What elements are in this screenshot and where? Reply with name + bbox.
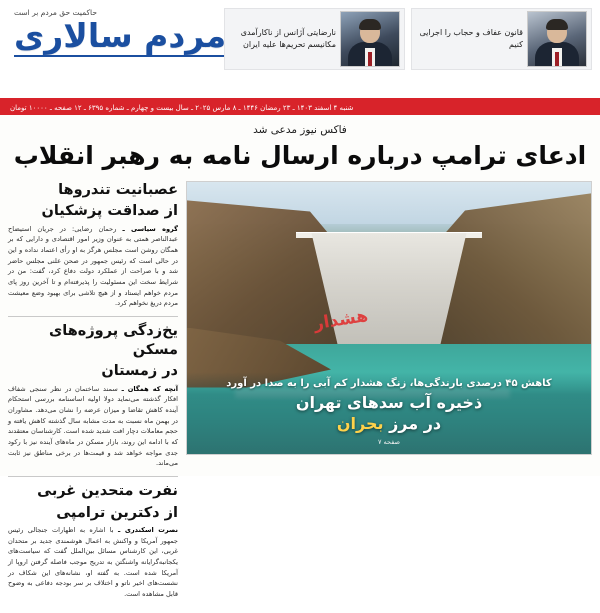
sidebar-article-2-head-line2: در زمستان: [101, 363, 178, 380]
masthead-rule: [14, 55, 224, 57]
photo-caption-title-line1: ذخیره آب سدهای تهران: [295, 392, 483, 412]
masthead: [0, 0, 600, 100]
sidebar-article-1-head-line2: از صداقت پزشکیان: [41, 203, 178, 220]
photo-caption-title-line2: [197, 414, 581, 435]
sidebar-article-3[interactable]: [8, 482, 178, 600]
photo-caption-title-line2-prefix: در مرز: [383, 413, 442, 433]
sidebar-article-1-lead-in: گروه سیاسی ـ: [122, 224, 178, 233]
sidebar-article-3-text: با اشاره به اظهارات جنجالی رئیس جمهور آمریکا و واکنش به اعمال هوشمندی جدید بر متحدان غربی، این کارشناس مسائل بین‌الملل گفت که سیاست‌های یکجانبه‌گرایانه واشنگتن به تدریج موجب فاصله گرفتن اروپا از آمریکا شده است. به گفته او، نشانه‌های این شکاف در نشست‌های اخیر ناتو و اختلاف بر سر بودجه دفاعی به وضوح قابل مشاهده است.: [8, 526, 178, 599]
top-story-right-photo: [340, 11, 400, 67]
masthead-logo[interactable]: [8, 6, 227, 98]
sidebar-article-3-body: [8, 525, 178, 600]
photo-red-annotation: هشدار: [312, 305, 370, 334]
photo-caption-title-accent: بحران: [336, 413, 384, 433]
masthead-title: مردم سالاری: [14, 16, 227, 55]
lead-kicker: فاکس نیوز مدعی شد: [253, 124, 347, 136]
lead-title[interactable]: ادعای ترامپ درباره ارسال نامه به رهبر انقلاب: [13, 141, 587, 170]
body-area: [0, 177, 600, 613]
masthead-slogan: حاکمیت حق مردم بر است: [14, 8, 97, 17]
top-story-left-text: قانون عفاف و حجاب را اجرایی کنیم: [419, 28, 523, 49]
photo-caption-band: [187, 372, 591, 454]
top-story-left[interactable]: [411, 8, 592, 70]
sidebar-divider-2: [8, 476, 178, 477]
sidebar-article-1-head-line1: عصبانیت تندروها: [58, 181, 178, 198]
top-story-right[interactable]: [224, 8, 405, 70]
sidebar-article-2-head-line1: یخ‌زدگی پروژه‌های مسکن: [48, 322, 178, 358]
sidebar-article-1-text: رحمان رضایی: در جریان استیضاح عبدالناصر همتی به عنوان وزیر امور اقتصادی و دارایی که بر همگان روشن است مجلس هرگز به او رأی اعتماد نداده و این در حالی است که رئیس جمهور در صحن علنی مجلس حاضر شد و با صراحت از عملکرد دولت دفاع کرد، گفت: من در شرایط سخت این مسئولیت را پذیرفته‌ام و تا آخرین روز پای مردم خواهم ایستاد و از هیچ تلاشی برای بهبود وضع معیشت مردم دریغ نخواهم کرد.: [8, 224, 178, 308]
sidebar-article-2[interactable]: [8, 322, 178, 469]
sidebar-article-3-lead-in: نصرت اسکندری ـ: [118, 526, 178, 535]
photo-caption-title: [197, 393, 581, 435]
sidebar-article-1[interactable]: [8, 181, 178, 309]
photo-caption-page-ref[interactable]: صفحه ۷: [377, 437, 401, 446]
photo-caption-kicker: کاهش ۴۵ درصدی بارندگی‌ها، زنگ هشدار کم آبی را به صدا در آورد: [226, 377, 552, 389]
sidebar-divider-1: [8, 316, 178, 317]
lead-photo[interactable]: [186, 181, 592, 455]
date-strip-text: شنبه ۴ اسفند ۱۴۰۳ ـ ۲۳ رمضان ۱۴۴۶ ـ ۸ مارس ۲۰۲۵ ـ سال بیست و چهارم ـ شماره ۶۳۹۵ ـ ۱۲ صفحه ـ ۱۰۰۰۰ تومان: [10, 103, 354, 112]
date-strip: [0, 100, 600, 115]
sidebar-article-1-body: [8, 224, 178, 309]
top-story-left-photo: [527, 11, 587, 67]
lead-headline-block: [0, 115, 600, 177]
top-stories: [224, 6, 592, 98]
sidebar-article-3-head-line2: از دکترین ترامپی: [56, 504, 178, 521]
sidebar-article-2-body: [8, 384, 178, 469]
sidebar-article-3-head-line1: نفرت متحدین غربی: [37, 482, 178, 499]
top-story-right-text: نارضایتی آژانس از ناکارآمدی مکانیسم تحریم‌ها علیه ایران: [240, 28, 336, 49]
sidebar-article-2-text: سمند ساختمان در نظر سنجی شفاف افکار گذشته می‌نماید دولا اولیه اساسنامه بررسی استحکام آینده کاهش تقاضا و میزان عرضه را نشان می‌دهد. مشاوران در بهمن ماه نسبت به مدت مشابه سال گذشته کاهش یافته و حجم معاملات دچار افت شدید شده است. کارشناسان معتقدند که با ادامه این روند، بازار مسکن در ماه‌های آینده نیز با رکود جدی مواجه خواهد شد و قیمت‌ها در برخی مناطق نیز ثابت می‌ماند.: [8, 384, 178, 468]
sidebar-article-2-lead-in: آنچه که همگان ـ: [121, 384, 178, 393]
sidebar-column: [8, 181, 178, 607]
